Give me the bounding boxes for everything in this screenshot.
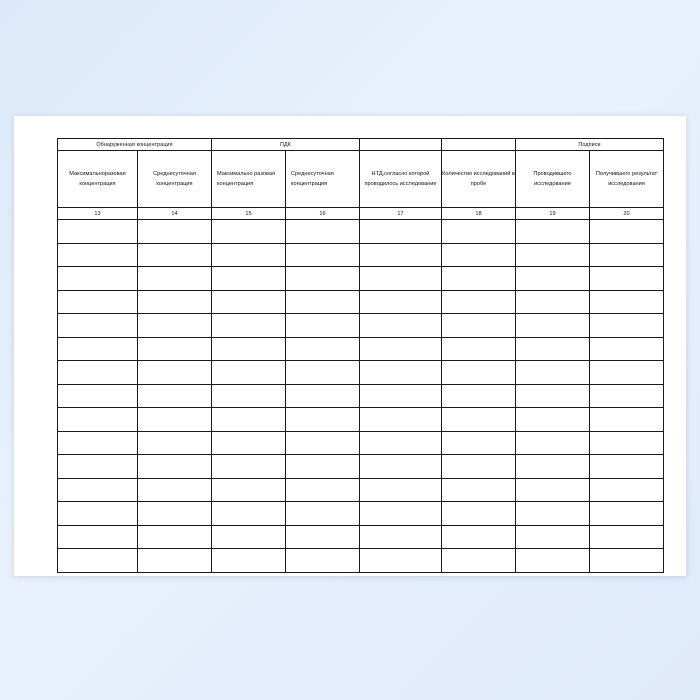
table-cell[interactable] — [360, 455, 442, 479]
table-cell[interactable] — [138, 314, 212, 338]
table-cell[interactable] — [442, 243, 516, 267]
table-cell[interactable] — [286, 290, 360, 314]
table-cell[interactable] — [516, 337, 590, 361]
column-number-16: 16 — [286, 208, 360, 220]
table-cell[interactable] — [516, 525, 590, 549]
table-cell[interactable] — [442, 220, 516, 244]
table-cell[interactable] — [360, 290, 442, 314]
table-cell[interactable] — [590, 314, 664, 338]
table-cell[interactable] — [442, 408, 516, 432]
table-cell[interactable] — [516, 384, 590, 408]
table-cell[interactable] — [590, 549, 664, 573]
table-row[interactable] — [58, 549, 664, 573]
table-cell[interactable] — [516, 290, 590, 314]
table-cell[interactable] — [516, 431, 590, 455]
table-cell[interactable] — [360, 267, 442, 291]
table-cell[interactable] — [286, 267, 360, 291]
group-header-empty-count — [442, 139, 516, 151]
table-cell[interactable] — [286, 384, 360, 408]
paper-sheet — [14, 116, 686, 576]
table-cell[interactable] — [590, 267, 664, 291]
table-row[interactable] — [58, 361, 664, 385]
table-cell[interactable] — [360, 549, 442, 573]
column-number-17: 17 — [360, 208, 442, 220]
column-number-20: 20 — [590, 208, 664, 220]
table-cell[interactable] — [212, 384, 286, 408]
table-cell[interactable] — [138, 361, 212, 385]
table-row[interactable] — [58, 408, 664, 432]
table-cell[interactable] — [138, 408, 212, 432]
group-header-pdk: ПДК — [212, 139, 360, 151]
table-row[interactable] — [58, 502, 664, 526]
table-row[interactable] — [58, 243, 664, 267]
table-cell[interactable] — [58, 549, 138, 573]
table-cell[interactable] — [212, 361, 286, 385]
column-title-row — [58, 151, 664, 208]
table-row[interactable] — [58, 525, 664, 549]
table-cell[interactable] — [442, 525, 516, 549]
table-cell[interactable] — [516, 220, 590, 244]
journal-table — [57, 138, 664, 573]
table-cell[interactable] — [58, 455, 138, 479]
table-cell[interactable] — [360, 384, 442, 408]
table-cell[interactable] — [516, 267, 590, 291]
table-cell[interactable] — [212, 525, 286, 549]
table-cell[interactable] — [212, 290, 286, 314]
table-cell[interactable] — [58, 431, 138, 455]
table-cell[interactable] — [212, 337, 286, 361]
table-cell[interactable] — [286, 455, 360, 479]
table-row[interactable] — [58, 431, 664, 455]
table-cell[interactable] — [138, 431, 212, 455]
table-cell[interactable] — [138, 267, 212, 291]
group-header-empty-ntd — [360, 139, 442, 151]
table-cell[interactable] — [590, 361, 664, 385]
table-cell[interactable] — [360, 220, 442, 244]
table-row[interactable] — [58, 455, 664, 479]
table-cell[interactable] — [360, 431, 442, 455]
table-row[interactable] — [58, 337, 664, 361]
table-cell[interactable] — [442, 478, 516, 502]
table-cell[interactable] — [442, 431, 516, 455]
table-cell[interactable] — [212, 243, 286, 267]
table-cell[interactable] — [286, 478, 360, 502]
table-cell[interactable] — [58, 361, 138, 385]
table-cell[interactable] — [286, 337, 360, 361]
table-head — [58, 139, 664, 220]
column-title-19: Проводившего исследование — [516, 151, 590, 208]
table-cell[interactable] — [138, 337, 212, 361]
table-cell[interactable] — [138, 478, 212, 502]
table-cell[interactable] — [212, 314, 286, 338]
table-body — [58, 220, 664, 573]
table-cell[interactable] — [138, 243, 212, 267]
column-title-14: Среднесуточная концентрация — [138, 151, 212, 208]
table-cell[interactable] — [516, 408, 590, 432]
table-cell[interactable] — [138, 525, 212, 549]
table-cell[interactable] — [590, 478, 664, 502]
table-cell[interactable] — [590, 525, 664, 549]
table-cell[interactable] — [442, 314, 516, 338]
table-cell[interactable] — [590, 337, 664, 361]
table-cell[interactable] — [442, 267, 516, 291]
table-cell[interactable] — [590, 384, 664, 408]
table-cell[interactable] — [286, 408, 360, 432]
table-cell[interactable] — [442, 337, 516, 361]
table-cell[interactable] — [442, 502, 516, 526]
table-cell[interactable] — [212, 478, 286, 502]
table-cell[interactable] — [442, 290, 516, 314]
table-cell[interactable] — [590, 455, 664, 479]
table-row[interactable] — [58, 290, 664, 314]
table-cell[interactable] — [286, 243, 360, 267]
table-cell[interactable] — [138, 455, 212, 479]
table-cell[interactable] — [138, 220, 212, 244]
journal-table-wrapper — [57, 138, 663, 573]
table-cell[interactable] — [138, 290, 212, 314]
table-row[interactable] — [58, 220, 664, 244]
table-cell[interactable] — [590, 290, 664, 314]
table-cell[interactable] — [138, 384, 212, 408]
table-cell[interactable] — [442, 549, 516, 573]
table-cell[interactable] — [360, 525, 442, 549]
table-cell[interactable] — [360, 408, 442, 432]
group-header-signatures: Подписи — [516, 139, 664, 151]
column-title-15: Максимально разовая концентрация — [212, 151, 286, 208]
table-cell[interactable] — [286, 502, 360, 526]
table-row[interactable] — [58, 267, 664, 291]
table-cell[interactable] — [516, 549, 590, 573]
table-cell[interactable] — [286, 549, 360, 573]
table-cell[interactable] — [442, 384, 516, 408]
column-number-row — [58, 208, 664, 220]
column-number-15: 15 — [212, 208, 286, 220]
column-title-20: Получившего результат исследования — [590, 151, 664, 208]
table-cell[interactable] — [58, 525, 138, 549]
table-cell[interactable] — [58, 384, 138, 408]
table-row[interactable] — [58, 314, 664, 338]
table-cell[interactable] — [516, 502, 590, 526]
table-cell[interactable] — [442, 455, 516, 479]
table-cell[interactable] — [212, 502, 286, 526]
table-cell[interactable] — [212, 220, 286, 244]
column-number-13: 13 — [58, 208, 138, 220]
table-cell[interactable] — [516, 455, 590, 479]
table-cell[interactable] — [58, 502, 138, 526]
table-cell[interactable] — [516, 361, 590, 385]
table-cell[interactable] — [516, 478, 590, 502]
table-cell[interactable] — [58, 337, 138, 361]
table-cell[interactable] — [286, 431, 360, 455]
table-cell[interactable] — [212, 431, 286, 455]
group-header-concentration: Обнаруженная концентрация — [58, 139, 212, 151]
table-cell[interactable] — [58, 314, 138, 338]
column-title-17: НТД,согласно которой проводилось исследование — [360, 151, 442, 208]
table-cell[interactable] — [58, 220, 138, 244]
table-cell[interactable] — [442, 361, 516, 385]
table-cell[interactable] — [360, 314, 442, 338]
group-header-row — [58, 139, 664, 151]
table-row[interactable] — [58, 384, 664, 408]
table-cell[interactable] — [286, 314, 360, 338]
table-cell[interactable] — [590, 220, 664, 244]
table-cell[interactable] — [360, 502, 442, 526]
table-cell[interactable] — [212, 549, 286, 573]
table-cell[interactable] — [286, 361, 360, 385]
column-title-13: Максимальноразовая концентрация — [58, 151, 138, 208]
table-cell[interactable] — [212, 408, 286, 432]
table-cell[interactable] — [590, 502, 664, 526]
table-cell[interactable] — [138, 549, 212, 573]
table-cell[interactable] — [212, 455, 286, 479]
table-cell[interactable] — [360, 361, 442, 385]
column-title-18: Количество исследований в пробе — [442, 151, 516, 208]
table-cell[interactable] — [212, 267, 286, 291]
table-cell[interactable] — [58, 243, 138, 267]
table-row[interactable] — [58, 478, 664, 502]
table-cell[interactable] — [138, 502, 212, 526]
table-cell[interactable] — [590, 408, 664, 432]
table-cell[interactable] — [516, 314, 590, 338]
table-cell[interactable] — [360, 478, 442, 502]
column-number-18: 18 — [442, 208, 516, 220]
table-cell[interactable] — [360, 337, 442, 361]
table-cell[interactable] — [286, 220, 360, 244]
table-cell[interactable] — [58, 267, 138, 291]
table-cell[interactable] — [286, 525, 360, 549]
table-cell[interactable] — [590, 243, 664, 267]
table-cell[interactable] — [516, 243, 590, 267]
table-cell[interactable] — [58, 408, 138, 432]
column-title-16: Среднесуточная концентрация — [286, 151, 360, 208]
table-cell[interactable] — [58, 290, 138, 314]
column-number-19: 19 — [516, 208, 590, 220]
table-cell[interactable] — [360, 243, 442, 267]
table-cell[interactable] — [58, 478, 138, 502]
column-number-14: 14 — [138, 208, 212, 220]
table-cell[interactable] — [590, 431, 664, 455]
